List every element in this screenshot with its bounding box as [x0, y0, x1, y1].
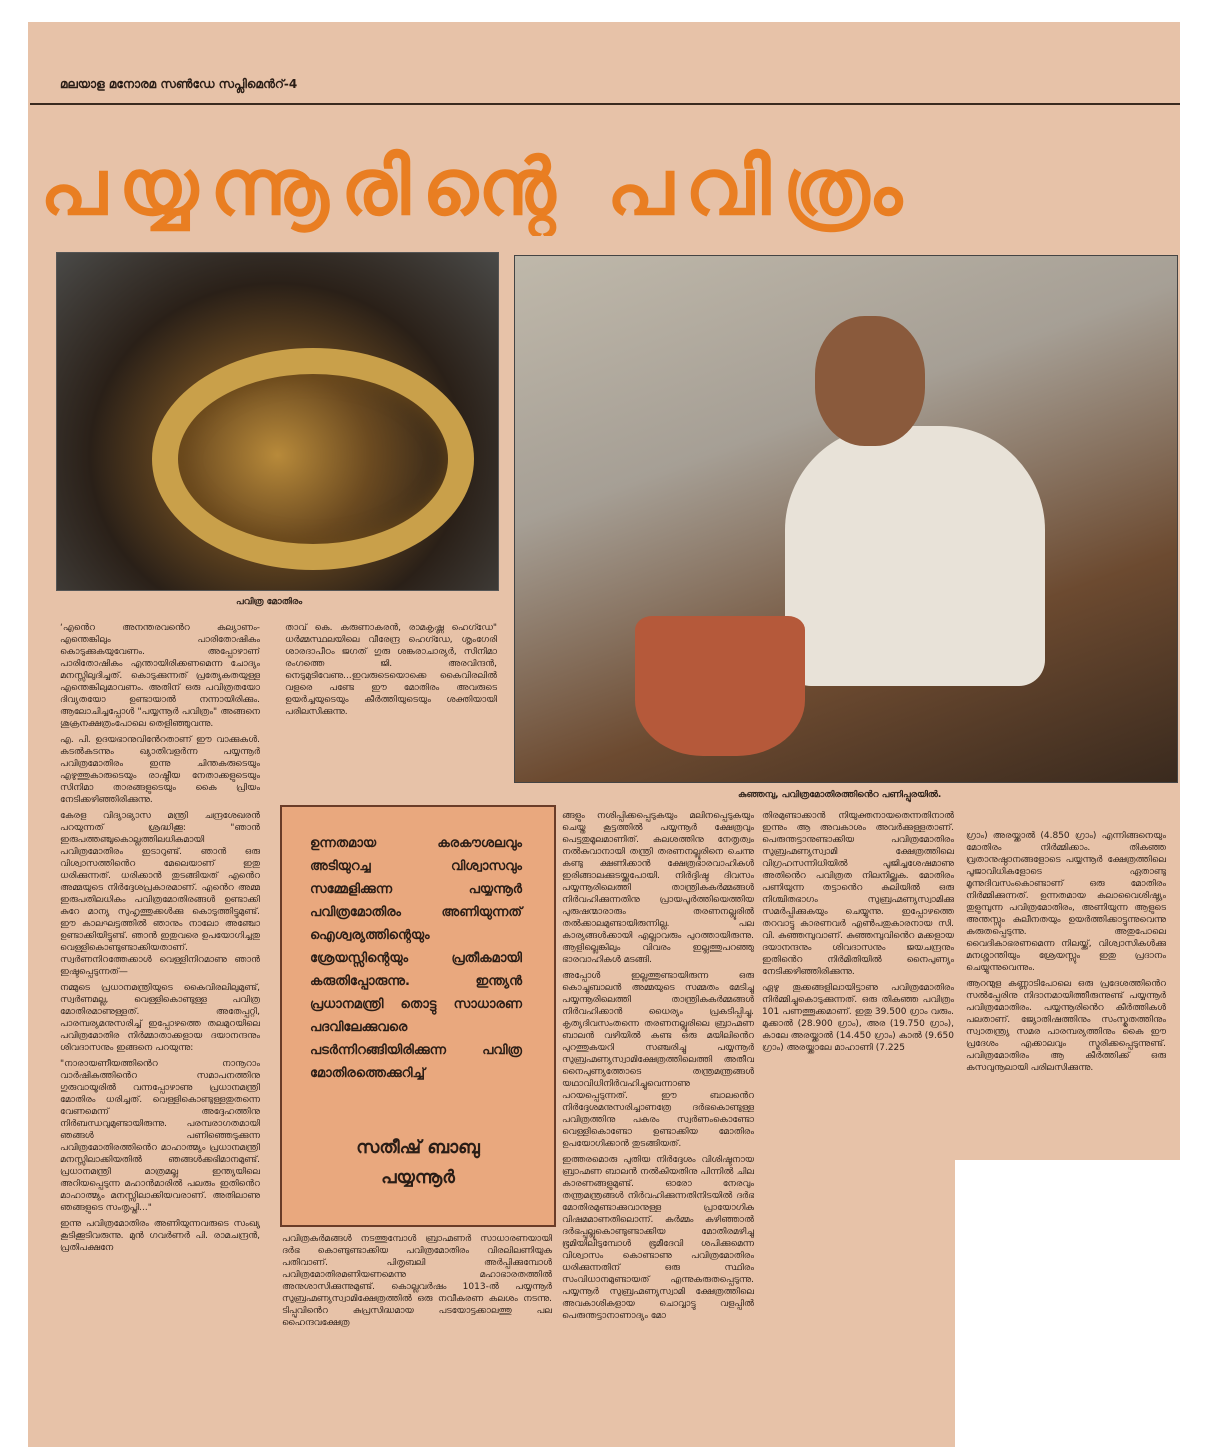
craftsman-figure	[785, 426, 1045, 686]
paragraph: പവിത്രകർമങ്ങൾ നടത്തുമ്പോൾ ബ്രാഹ്മണർ സാധാരണയായി ദർഭ കൊണ്ടുണ്ടാക്കിയ പവിത്രമോതിരം വിരലിലണിയുക പതിവാണ്. പിതൃബലി അർപ്പിക്കുമ്പോൾ പവിത്രമോതിരമണിയണമെന്നു മഹാഭാരതത്തിൽ അനുശാസിക്കുന്നുമുണ്ട്. കൊല്ലവർഷം 1013-ൽ പയ്യന്നൂർ സുബ്രഹ്മണ്യസ്വാമിക്ഷേത്രത്തിൽ ഒരു നവീകരണ കലശം നടന്നു. ടിപ്പുവിൻെറ കുപ്രസിദ്ധമായ പടയോട്ടക്കാലത്തു പല ഹൈന്ദവക്ഷേത്ര	[282, 1234, 552, 1328]
header-rule	[30, 103, 1180, 105]
article-column-2-bottom	[282, 1233, 552, 1445]
article-column-4	[762, 810, 954, 1155]
page-torn-edge	[1180, 240, 1210, 800]
ring-photo	[56, 252, 499, 591]
craftsman-photo	[514, 255, 1178, 783]
paragraph: ആറന്മുള കണ്ണാടിപോലെ ഒരു പ്രദേശത്തിൻെറ സൽപ്പേരിനു നിദാനമായിത്തീരുന്നുണ്ട് പയ്യന്നൂർ പവിത്രമോതിരം. പയ്യന്നൂരിൻെറ കീർത്തികൾ പലതാണ്. ജ്യോതിഷത്തിനും സംസ്കൃതത്തിനും സ്വാതന്ത്ര്യ സമര പാരമ്പര്യത്തിനും കൈ ഈ പ്രദേശം എക്കാലവും സ്മരിക്കപ്പെടുന്നുണ്ട്. പവിത്രമോതിരം ആ കീർത്തിക്ക് ഒരു കസവുനൂലായി പരിലസിക്കുന്നു.	[966, 979, 1166, 1073]
paragraph: "നാരായണീയത്തിൻെറ നാനൂറാം വാർഷികത്തിൻെറ സമാപനത്തിനു ഗുരുവായൂരിൽ വന്നപ്പോഴാണു പ്രധാനമന്ത്രി മോതിരം ധരിച്ചത്. വെള്ളികൊണ്ടുള്ളതുതന്നെ വേണമെന്ന് അദ്ദേഹത്തിനു നിർബന്ധവുമുണ്ടായിരുന്നു. പരമ്പരാഗതമായി ഞങ്ങൾ പണിഞ്ഞെടുക്കുന്ന പവിത്രമോതിരത്തിൻെറ മാഹാത്മ്യം പ്രധാനമന്ത്രി മനസ്സിലാക്കിയതിൽ ഞങ്ങൾക്കഭിമാനമുണ്ട്. പ്രധാനമന്ത്രി മാത്രമല്ല ഇന്ത്യയിലെ അറിയപ്പെടുന്ന മഹാൻമാരിൽ പലരും ഇതിൻെറ മാഹാത്മ്യം മനസ്സിലാക്കിയവരാണ്. അതിലാണു ഞങ്ങളുടെ സംതൃപ്തി..."	[60, 1059, 260, 1213]
paragraph: ഗ്രാം) അരയ്ക്കാൽ (4.850 ഗ്രാം) എന്നിങ്ങനെയും മോതിരം നിർമ്മിക്കാം. തികഞ്ഞ വ്രതാനുഷ്ഠാനങ്ങളോടെ പയ്യന്നൂർ ക്ഷേത്രത്തിലെ പൂജാവിധികളോടെ ഏതാണ്ടു മൂന്നുദിവസംകൊണ്ടാണ് ഒരു മോതിരം നിർമ്മിക്കുന്നത്. ഉന്നതമായ കലാവൈശിഷ്ട്യം തുളുമ്പുന്ന പവിത്രമോതിരം, അണിയുന്ന ആളുടെ അന്തസ്സും കുലീനതയും ഉയർത്തിക്കാട്ടുന്നുവെന്നു കരുതപ്പെടുന്നു. അതുപോലെ വൈദികാഭരണമെന്ന നിലയ്ക്ക്, വിശ്വാസികൾക്കു മനശ്ശാന്തിയും ശ്രേയസ്സും ഇതു പ്രദാനം ചെയ്യുന്നുവെന്നും.	[966, 831, 1166, 973]
author-name: സതീഷ് ബാബു	[356, 1137, 480, 1158]
craftsman-head	[815, 316, 925, 446]
article-column-5	[966, 830, 1166, 1150]
craftsman-photo-caption: കുഞ്ഞമ്പു, പവിത്രമോതിരത്തിൻെറ പണിപ്പുരയിൽ.	[738, 790, 942, 800]
publication-header: മലയാള മനോരമ സൺഡേ സപ്ലിമെൻറ്-4	[60, 77, 298, 91]
paragraph: ങ്ങളും നശിപ്പിക്കപ്പെടുകയും മലിനപ്പെടുകയും ചെയ്ത കൂട്ടത്തിൽ പയ്യന്നൂർ ക്ഷേത്രവും പെട്ടതുമൂലമാണിത്. കലശത്തിനു നേതൃത്വം നൽകുവാനായി തന്ത്രി തരണനല്ലൂരിനെ ചെന്നു കണ്ടു ക്ഷണിക്കാൻ ക്ഷേത്രഭാരവാഹികൾ ഇരിങ്ങാലക്കുടയ്ക്കുപോയി. നിർദ്ദിഷ്ട ദിവസം പയ്യന്നൂരിലെത്തി താന്ത്രികകർമ്മങ്ങൾ നിർവഹിക്കുന്നതിനു പ്രായപൂർത്തിയെത്തിയ പുരുഷന്മാരാരും തരണനല്ലൂരിൽ തൽക്കാലമുണ്ടായിരുന്നില്ല. പല കാര്യങ്ങൾക്കായി എല്ലാവരും പുറത്തായിരുന്നു. ആളില്ലെങ്കിലും വിവരം ഇല്ലത്തുപറഞ്ഞു ഭാരവാഹികൾ മടങ്ങി.	[562, 811, 754, 965]
paragraph: ‘എൻെറ അനന്തരവൻെറ കല്യാണം-എന്തെങ്കിലും പാരിതോഷികം കൊടുക്കുകയുവേണം. അപ്പോഴാണ് പാരിതോഷികം എന്തായിരിക്കണമെന്ന ചോദ്യം മനസ്സിലുദിച്ചത്. കൊടുക്കുന്നത് പ്രത്യേകതയുള്ള എന്തെങ്കിലുമാവണം. അതിന് ഒരു പവിത്രതയോ ദിവ്യതയോ ഉണ്ടായാൽ നന്നായിരിക്കും. ആലോചിച്ചപ്പോൾ "പയ്യന്നൂർ പവിത്രം" അങ്ങനെ ശുക്രനക്ഷത്രംപോലെ തെളിഞ്ഞുവന്നു.	[60, 623, 260, 729]
article-column-3	[562, 810, 754, 1445]
pullquote-box	[280, 805, 556, 1227]
paragraph: ഇത്തരമൊരു പുതിയ നിർദ്ദേശം വിശിഷ്ടനായ ബ്രാഹ്മണ ബാലൻ നൽകിയതിനു പിന്നിൽ ചില കാരണങ്ങളുമുണ്ട്. ഓരോ നേരവും തന്ത്രമന്ത്രങ്ങൾ നിർവഹിക്കുന്നതിനിടയിൽ ദർഭ മോതിരമുണ്ടാക്കുവാനുള്ള പ്രായോഗിക വിഷമമാണതിലൊന്ന്. കർമ്മം കഴിഞ്ഞാൽ ദർഭപ്പുല്ലുകൊണ്ടുണ്ടാക്കിയ മോതിരമഴിച്ചു ഭൂമിയിലിടുമ്പോൾ ഭൂമീദേവി ശപിക്കുമെന്ന വിശ്വാസം കൊണ്ടാണു പവിത്രമോതിരം ധരിക്കുന്നതിന് ഒരു സ്ഥിരം സംവിധാനമുണ്ടായത് എന്നുകരുതപ്പെടുന്നു. പയ്യന്നൂർ സുബ്രഹ്മണ്യസ്വാമി ക്ഷേത്രത്തിലെ അവകാശികളായ ചൊവ്വാട്ടു വളപ്പിൽ പെരുന്തട്ടാനാണാദ്യം മോ	[562, 1155, 754, 1321]
paragraph: ഏഴു തൂക്കങ്ങളിലായിട്ടാണു പവിത്രമോതിരം നിർമ്മിച്ചുകൊടുക്കുന്നത്. ഒരു തികഞ്ഞ പവിത്രം 101 പണത്തൂക്കമാണ്. ഇതു 39.500 ഗ്രാം വരും. മുക്കാൽ (28.900 ഗ്രാം), അര (19.750 ഗ്രാം), കാലേ അരയ്ക്കാൽ (14.450 ഗ്രാം) കാൽ (9.650 ഗ്രാം) അരയ്ക്കാലേ മാഹാണി (7.225	[762, 983, 954, 1053]
blank-area	[955, 1160, 1210, 1455]
paragraph: അപ്പോൾ ഇല്ലത്തുണ്ടായിരുന്ന ഒരു കൊച്ചുബാലൻ അമ്മയുടെ സമ്മതം മേടിച്ചു പയ്യന്നൂരിലെത്തി താന്ത്രികകർമ്മങ്ങൾ നിർവഹിക്കാൻ ധൈര്യം പ്രകടിപ്പിച്ചു. കൃത്യദിവസംതന്നെ തരണനല്ലൂരിലെ ബ്രാഹ്മണ ബാലൻ വഴിയിൽ കണ്ട ഒരു മയിലിൻെറ പുറത്തുകയറി സഞ്ചരിച്ചു പയ്യന്നൂർ സുബ്രഹ്മണ്യസ്വാമിക്ഷേത്രത്തിലെത്തി അതീവ നൈപുണ്യത്തോടെ തന്ത്രമന്ത്രങ്ങൾ യഥാവിധിനിർവഹിച്ചുവെന്നാണു പറയപ്പെടുന്നത്. ഈ ബാലൻെറ നിർദ്ദേശമനുസരിച്ചാണത്രേ ദർഭകൊണ്ടുള്ള പവിത്രത്തിനു പകരം സ്വർണംകൊണ്ടോ വെള്ളികൊണ്ടോ ഉണ്ടാക്കിയ മോതിരം ഉപയോഗിക്കാൻ തുടങ്ങിയത്.	[562, 971, 754, 1149]
ring-photo-caption: പവിത്ര മോതിരം	[236, 597, 303, 607]
author-place: പയ്യന്നൂർ	[381, 1167, 455, 1188]
clay-pot	[635, 616, 805, 756]
paragraph: എ. പി. ഉദയഭാനുവിൻേറതാണ് ഈ വാക്കുകൾ. കടൽകടന്നും ഖ്യാതിവളർന്ന പയ്യന്നൂർ പവിത്രമോതിരം ഇന്നു ചിന്തകരുടെയും എഴുത്തുകാരുടെയും രാഷ്ട്രീയ നേതാക്കളുടെയും സിനിമാ താരങ്ങളുടെയും കൈ പ്രിയം നേടിക്കഴിഞ്ഞിരിക്കുന്നു.	[60, 735, 260, 805]
ring-image	[152, 348, 474, 570]
paragraph: തിരമുണ്ടാക്കാൻ നിയുക്തനായതെന്നതിനാൽ ഇന്നും ആ അവകാശം അവർക്കുള്ളതാണ്. പെരുന്തട്ടാനുണ്ടാക്കിയ പവിത്രമോതിരം സുബ്രഹ്മണ്യസ്വാമി ക്ഷേത്രത്തിലെ വിഗ്രഹസന്നിധിയിൽ പൂജിച്ചശേഷമാണു അതിൻെറ പവിത്രത നിലനില്ക്കുക. മോതിരം പണിയുന്ന തട്ടാൻെറ കുലിയിൽ ഒരു നിശ്ചിതഭാഗം സുബ്രഹ്മണ്യസ്വാമിക്കു സമർപ്പിക്കുകയും ചെയ്യുന്നു. ഇപ്പോഴത്തെ തറവാട്ടു കാരണവർ എൺപതുകാരനായ സി. വി. കുഞ്ഞമ്പുവാണ്. കുഞ്ഞമ്പുവിൻെറ മക്കളായ ദയാനന്ദനും ശിവദാസനും ജയചന്ദ്രനും ഇതിൻെറ നിർമിതിയിൽ നൈപുണ്യം നേടിക്കഴിഞ്ഞിരിക്കുന്നു.	[762, 811, 954, 977]
pullquote-text: ഉന്നതമായ കരകൗശലവും അടിയുറച്ച വിശ്വാസവും സമ്മേളിക്കുന്ന പയ്യന്നൂർ പവിത്രമോതിരം അണിയുന്നത് ഐശ്വര്യത്തിന്റെയും ശ്രേയസ്സിന്റെയും പ്രതീകമായി കരുതിപ്പോരുന്നു. ഇന്ത്യൻ പ്രധാനമന്ത്രി തൊട്ടു സാധാരണ പദവിലേക്കുവരെ പടർന്നിറങ്ങിയിരിക്കുന്ന പവിത്ര മോതിരത്തെക്കുറിച്ച്	[310, 836, 522, 1081]
paragraph: കേരള വിദ്യാഭ്യാസ മന്ത്രി ചന്ദ്രശേഖരൻ പറയുന്നത് ശ്രദ്ധിക്കൂ: "ഞാൻ ഇരുപത്തഞ്ചുകൊല്ലത്തിലധികമായി പവിത്രമോതിരം ഇടാറുണ്ട്. ഞാൻ ഒരു വിശ്വാസത്തിൻെറ മേലെയാണ് ഇതു ധരിക്കുന്നത്. ധരിക്കാൻ തുടങ്ങിയത് എൻെറ അമ്മയുടെ നിർദ്ദേശപ്രകാരമാണ്. എൻെറ അമ്മ ഇരുപതിലധികം പവിത്രമോതിരങ്ങൾ ഉണ്ടാക്കി കുറേ മാന്യ സുഹൃത്തുക്കൾക്കു കൊടുത്തിട്ടുമുണ്ട്. ഈ കാലഘട്ടത്തിൽ ഞാനും നാലോ അഞ്ചോ ഉണ്ടാക്കിയിട്ടുണ്ട്. ഞാൻ ഇതുവരെ ഉപയോഗിച്ചതു വെള്ളികൊണ്ടുണ്ടാക്കിയതാണ്. സ്വർണനിറത്തേക്കാൾ വെള്ളിനിറമാണു ഞാൻ ഇഷ്ടപ്പെടുന്നത്—	[60, 811, 260, 977]
article-column-2-top	[285, 622, 497, 782]
paragraph: ഇന്നു പവിത്രമോതിരം അണിയുന്നവരുടെ സംഖ്യ കൂടിക്കൂടിവരുന്നു. മുൻ ഗവർണർ പി. രാമചന്ദ്രൻ, പ്രതിപക്ഷനേ	[60, 1219, 260, 1253]
paragraph: നമ്മുടെ പ്രധാനമന്ത്രിയുടെ കൈവിരലിലുമുണ്ട്, സ്വർണമല്ല, വെള്ളികൊണ്ടുള്ള പവിത്ര മോതിരമാണുള്ളത്. അതേപ്പറ്റി, പാരമ്പര്യമനുസരിച്ച് ഇപ്പോഴത്തെ തലമുറയിലെ പവിത്രമോതിര നിർമ്മാതാക്കളായ ദയാനന്ദനും ശിവദാസനും ഇങ്ങനെ പറയുന്നു:	[60, 983, 260, 1053]
paragraph: താവ് കെ. കരുണാകരൻ, രാമകൃഷ്ണ ഹെഗ്ഡേ" ധർമ്മസ്ഥലയിലെ വീരേന്ദ്ര ഹെഗ്ഡേ, ശൃംഗേരി ശാരദാപീഠം ജഗത് ഗുരു ശങ്കരാചാര്യർ, സിനിമാ രംഗത്തെ ജി. അരവിന്ദൻ, നെടുമുടിവേണു...ഇവരുടെയൊക്കെ കൈവിരലിൽ വളരെ പണ്ടേ ഈ മോതിരം അവരുടെ ഉയർച്ചയുടെയും കീർത്തിയുടെയും ശക്തിയായി പരിലസിക്കുന്നു.	[285, 623, 497, 717]
headline: പയ്യന്നൂരിന്റെ പവിത്രം	[40, 142, 915, 233]
article-column-1	[60, 622, 260, 1445]
